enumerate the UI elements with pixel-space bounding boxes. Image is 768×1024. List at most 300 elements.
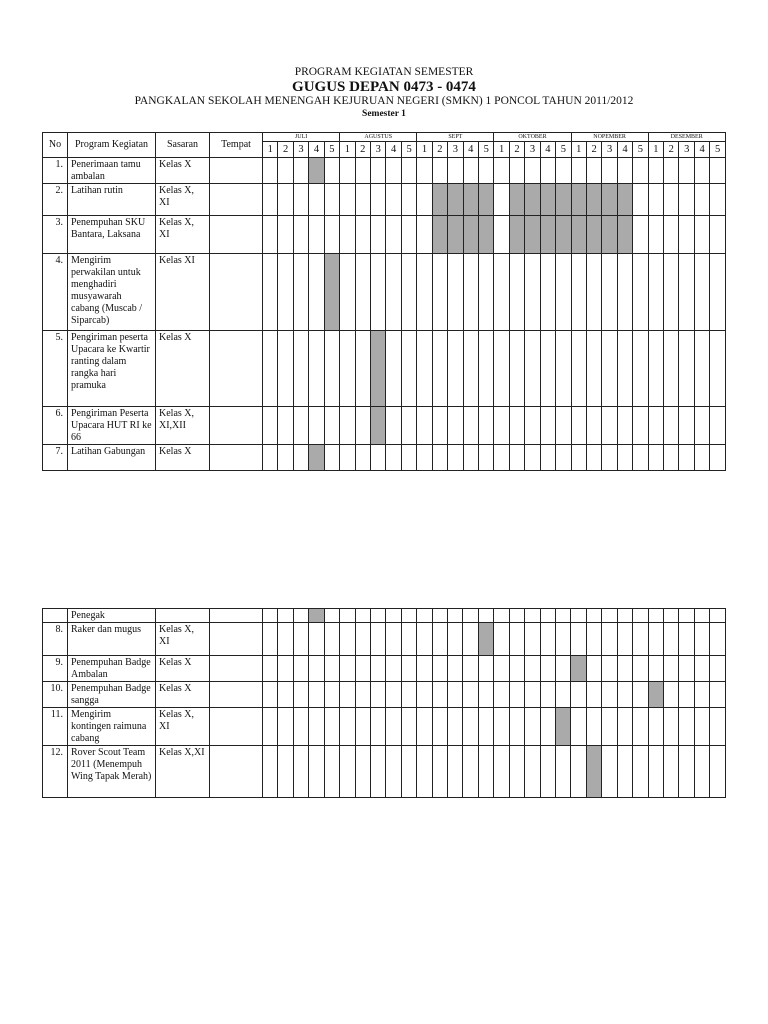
table-row xyxy=(43,746,726,798)
schedule-cell xyxy=(633,708,648,746)
row-no: 7. xyxy=(43,445,68,471)
schedule-cell xyxy=(401,445,416,471)
header-week: 3 xyxy=(525,142,540,158)
schedule-cell xyxy=(370,708,385,746)
schedule-cell xyxy=(448,708,463,746)
schedule-cell xyxy=(494,682,509,708)
table-header xyxy=(43,133,726,158)
schedule-cell xyxy=(694,331,709,407)
schedule-cell xyxy=(324,682,339,708)
schedule-cell-filled xyxy=(463,184,478,216)
schedule-cell xyxy=(694,682,709,708)
schedule-cell xyxy=(694,623,709,656)
schedule-cell xyxy=(309,216,324,254)
header-week: 2 xyxy=(432,142,447,158)
schedule-cell xyxy=(263,682,278,708)
header-month: AGUSTUS xyxy=(340,133,417,142)
document-subtitle: PANGKALAN SEKOLAH MENENGAH KEJURUAN NEGERI (SMKN) 1 PONCOL TAHUN 2011/2012 xyxy=(134,95,634,107)
schedule-cell xyxy=(648,184,663,216)
schedule-cell xyxy=(525,682,540,708)
schedule-cell xyxy=(540,746,555,798)
row-sasaran: Kelas XI xyxy=(156,254,210,331)
schedule-cell xyxy=(571,609,586,623)
schedule-cell xyxy=(679,184,694,216)
schedule-cell xyxy=(617,254,632,331)
schedule-cell xyxy=(478,708,493,746)
row-tempat xyxy=(210,708,263,746)
schedule-cell xyxy=(494,656,509,682)
row-sasaran: Kelas X xyxy=(156,656,210,682)
schedule-cell xyxy=(494,331,509,407)
schedule-cell xyxy=(509,407,524,445)
schedule-cell xyxy=(386,656,401,682)
schedule-cell xyxy=(417,216,432,254)
schedule-cell xyxy=(571,746,586,798)
schedule-cell xyxy=(432,445,447,471)
schedule-cell xyxy=(525,331,540,407)
header-week: 5 xyxy=(324,142,339,158)
schedule-cell xyxy=(309,331,324,407)
schedule-cell xyxy=(371,184,386,216)
schedule-cell xyxy=(370,656,385,682)
schedule-cell xyxy=(694,158,709,184)
schedule-cell xyxy=(432,254,447,331)
schedule-cell xyxy=(525,623,540,656)
schedule-cell xyxy=(263,158,278,184)
schedule-cell xyxy=(463,656,478,682)
schedule-cell xyxy=(494,445,509,471)
schedule-cell xyxy=(355,445,370,471)
row-program: Penempuhan Badge sangga xyxy=(68,682,156,708)
header-week: 4 xyxy=(386,142,401,158)
schedule-cell-filled xyxy=(648,682,663,708)
schedule-cell xyxy=(401,184,416,216)
schedule-cell xyxy=(463,407,478,445)
schedule-cell xyxy=(417,254,432,331)
schedule-cell xyxy=(309,746,324,798)
schedule-cell xyxy=(617,445,632,471)
schedule-cell xyxy=(571,407,586,445)
schedule-cell xyxy=(694,609,709,623)
schedule-cell xyxy=(278,331,293,407)
schedule-cell-filled xyxy=(602,184,617,216)
schedule-cell xyxy=(710,623,725,656)
schedule-cell xyxy=(694,708,709,746)
header-week: 1 xyxy=(417,142,432,158)
schedule-cell xyxy=(278,184,293,216)
schedule-cell xyxy=(663,682,678,708)
schedule-cell xyxy=(556,158,571,184)
schedule-cell-filled xyxy=(478,623,493,656)
schedule-cell xyxy=(540,623,555,656)
semester-label: Semester 1 xyxy=(362,109,406,119)
schedule-cell xyxy=(648,407,663,445)
schedule-cell xyxy=(586,158,601,184)
schedule-cell xyxy=(463,708,478,746)
schedule-cell xyxy=(556,623,571,656)
schedule-cell xyxy=(309,407,324,445)
schedule-cell xyxy=(355,216,370,254)
schedule-cell xyxy=(293,656,308,682)
schedule-cell xyxy=(509,158,524,184)
schedule-cell xyxy=(710,746,725,798)
schedule-cell xyxy=(509,445,524,471)
schedule-cell xyxy=(525,407,540,445)
header-month: DESEMBER xyxy=(648,133,725,142)
schedule-cell-filled xyxy=(309,445,324,471)
schedule-cell xyxy=(463,331,478,407)
schedule-cell xyxy=(417,184,432,216)
schedule-cell xyxy=(278,609,293,623)
schedule-cell xyxy=(571,682,586,708)
schedule-cell xyxy=(324,746,339,798)
schedule-cell xyxy=(633,623,648,656)
schedule-cell xyxy=(293,623,308,656)
header-sasaran: Sasaran xyxy=(156,133,210,158)
header-month: OKTOBER xyxy=(494,133,571,142)
schedule-table-2 xyxy=(42,608,726,798)
schedule-cell xyxy=(263,407,278,445)
schedule-cell-filled xyxy=(540,216,555,254)
schedule-cell xyxy=(664,445,679,471)
schedule-cell xyxy=(278,746,293,798)
schedule-cell xyxy=(324,216,339,254)
schedule-cell xyxy=(602,407,617,445)
schedule-cell-filled xyxy=(571,216,586,254)
schedule-cell xyxy=(478,254,493,331)
row-tempat xyxy=(210,682,263,708)
row-sasaran: Kelas X xyxy=(156,445,210,471)
schedule-cell xyxy=(586,331,601,407)
schedule-cell xyxy=(586,254,601,331)
schedule-cell xyxy=(432,623,447,656)
schedule-cell xyxy=(401,708,416,746)
schedule-cell xyxy=(432,682,447,708)
schedule-cell xyxy=(602,682,617,708)
schedule-cell xyxy=(664,331,679,407)
schedule-cell xyxy=(432,158,447,184)
schedule-cell xyxy=(664,407,679,445)
schedule-cell xyxy=(633,184,648,216)
row-tempat xyxy=(210,445,263,471)
schedule-cell xyxy=(633,682,648,708)
header-week: 1 xyxy=(648,142,663,158)
schedule-cell xyxy=(417,708,432,746)
schedule-cell-filled xyxy=(309,158,324,184)
schedule-cell xyxy=(463,623,478,656)
schedule-cell xyxy=(540,445,555,471)
schedule-cell xyxy=(432,656,447,682)
schedule-cell xyxy=(571,331,586,407)
schedule-cell xyxy=(324,656,339,682)
schedule-cell xyxy=(478,158,493,184)
row-program: Latihan rutin xyxy=(68,184,156,216)
schedule-cell xyxy=(648,254,663,331)
schedule-cell xyxy=(293,445,308,471)
schedule-cell xyxy=(679,216,694,254)
row-program: Mengirim kontingen raimuna cabang xyxy=(68,708,156,746)
schedule-cell xyxy=(694,184,709,216)
schedule-cell xyxy=(417,331,432,407)
schedule-cell xyxy=(679,656,694,682)
schedule-cell xyxy=(710,254,725,331)
schedule-cell xyxy=(340,656,355,682)
schedule-cell xyxy=(370,609,385,623)
row-no: 5. xyxy=(43,331,68,407)
schedule-cell xyxy=(370,746,385,798)
schedule-cell xyxy=(586,682,601,708)
schedule-cell xyxy=(571,623,586,656)
schedule-cell xyxy=(648,656,663,682)
schedule-cell xyxy=(509,254,524,331)
schedule-cell xyxy=(633,445,648,471)
schedule-cell xyxy=(525,746,540,798)
table-row xyxy=(43,656,726,682)
schedule-cell xyxy=(602,331,617,407)
schedule-cell xyxy=(448,623,463,656)
schedule-cell xyxy=(417,623,432,656)
schedule-cell xyxy=(340,445,355,471)
schedule-cell xyxy=(664,254,679,331)
schedule-cell xyxy=(556,331,571,407)
schedule-cell xyxy=(494,216,509,254)
schedule-cell xyxy=(293,746,308,798)
schedule-cell xyxy=(602,445,617,471)
table-body xyxy=(43,158,726,471)
row-program: Raker dan mugus xyxy=(68,623,156,656)
schedule-cell xyxy=(586,445,601,471)
schedule-cell xyxy=(463,445,478,471)
row-no: 1. xyxy=(43,158,68,184)
header-week: 4 xyxy=(694,142,709,158)
schedule-cell xyxy=(617,407,632,445)
schedule-cell xyxy=(556,254,571,331)
schedule-cell xyxy=(371,158,386,184)
schedule-cell xyxy=(617,682,632,708)
schedule-cell xyxy=(432,746,447,798)
header-week: 2 xyxy=(355,142,370,158)
schedule-cell xyxy=(633,158,648,184)
row-sasaran: Kelas X, XI xyxy=(156,708,210,746)
schedule-cell xyxy=(478,746,493,798)
schedule-cell xyxy=(386,682,401,708)
schedule-cell xyxy=(278,407,293,445)
table-row xyxy=(43,216,726,254)
schedule-cell xyxy=(648,158,663,184)
schedule-cell xyxy=(401,682,416,708)
schedule-cell xyxy=(617,746,632,798)
row-tempat xyxy=(210,184,263,216)
row-sasaran: Kelas X xyxy=(156,331,210,407)
table-row xyxy=(43,184,726,216)
schedule-cell xyxy=(417,158,432,184)
schedule-cell xyxy=(478,331,493,407)
row-tempat xyxy=(210,331,263,407)
schedule-cell xyxy=(432,609,447,623)
schedule-cell xyxy=(309,623,324,656)
schedule-cell xyxy=(710,158,725,184)
schedule-cell xyxy=(324,708,339,746)
schedule-cell xyxy=(694,216,709,254)
schedule-cell xyxy=(648,331,663,407)
schedule-cell-filled xyxy=(478,216,493,254)
schedule-cell-filled xyxy=(556,708,571,746)
schedule-cell xyxy=(710,609,725,623)
schedule-cell xyxy=(525,656,540,682)
schedule-cell xyxy=(617,656,632,682)
table-body xyxy=(43,609,726,798)
schedule-cell xyxy=(263,623,278,656)
row-no: 3. xyxy=(43,216,68,254)
schedule-cell xyxy=(694,746,709,798)
schedule-cell xyxy=(293,708,308,746)
schedule-cell xyxy=(556,445,571,471)
schedule-cell xyxy=(694,445,709,471)
header-week: 1 xyxy=(340,142,355,158)
header-week: 3 xyxy=(371,142,386,158)
schedule-cell-filled xyxy=(448,184,463,216)
row-sasaran: Kelas X, XI xyxy=(156,184,210,216)
schedule-cell xyxy=(355,254,370,331)
schedule-cell xyxy=(401,407,416,445)
schedule-cell xyxy=(509,682,524,708)
schedule-cell xyxy=(324,445,339,471)
schedule-cell xyxy=(386,407,401,445)
schedule-cell xyxy=(494,708,509,746)
schedule-cell xyxy=(617,623,632,656)
header-week: 2 xyxy=(586,142,601,158)
row-tempat xyxy=(210,609,263,623)
schedule-cell xyxy=(633,746,648,798)
schedule-cell xyxy=(448,746,463,798)
schedule-cell xyxy=(386,216,401,254)
schedule-cell xyxy=(694,407,709,445)
table-row xyxy=(43,158,726,184)
schedule-cell xyxy=(478,407,493,445)
schedule-cell xyxy=(540,407,555,445)
schedule-cell xyxy=(293,216,308,254)
schedule-cell xyxy=(340,746,355,798)
schedule-cell xyxy=(509,656,524,682)
row-program: Penempuhan SKU Bantara, Laksana xyxy=(68,216,156,254)
schedule-cell xyxy=(663,746,678,798)
schedule-cell xyxy=(355,682,370,708)
schedule-cell xyxy=(432,708,447,746)
row-program: Penerimaan tamu ambalan xyxy=(68,158,156,184)
schedule-cell xyxy=(386,158,401,184)
schedule-cell xyxy=(540,656,555,682)
row-sasaran: Kelas X, XI,XII xyxy=(156,407,210,445)
schedule-cell xyxy=(448,254,463,331)
schedule-cell xyxy=(293,184,308,216)
schedule-cell xyxy=(586,407,601,445)
row-no xyxy=(43,609,68,623)
table-row xyxy=(43,331,726,407)
schedule-cell xyxy=(494,184,509,216)
document-heading: PROGRAM KEGIATAN SEMESTER xyxy=(294,66,474,78)
schedule-cell xyxy=(571,158,586,184)
schedule-cell xyxy=(386,708,401,746)
schedule-cell xyxy=(463,682,478,708)
schedule-cell xyxy=(694,254,709,331)
schedule-cell-filled xyxy=(540,184,555,216)
schedule-cell xyxy=(386,623,401,656)
schedule-cell xyxy=(371,216,386,254)
header-week: 3 xyxy=(602,142,617,158)
schedule-cell xyxy=(401,609,416,623)
row-sasaran: Kelas X xyxy=(156,682,210,708)
schedule-cell xyxy=(648,623,663,656)
schedule-cell-filled xyxy=(509,184,524,216)
schedule-cell xyxy=(586,708,601,746)
schedule-cell xyxy=(509,331,524,407)
schedule-cell xyxy=(340,254,355,331)
row-tempat xyxy=(210,656,263,682)
schedule-cell xyxy=(663,609,678,623)
row-no: 11. xyxy=(43,708,68,746)
schedule-cell xyxy=(648,216,663,254)
schedule-cell xyxy=(432,407,447,445)
schedule-cell xyxy=(370,623,385,656)
header-week: 1 xyxy=(494,142,509,158)
schedule-cell-filled xyxy=(525,184,540,216)
schedule-cell xyxy=(324,184,339,216)
schedule-cell xyxy=(509,609,524,623)
table-row xyxy=(43,708,726,746)
schedule-cell xyxy=(664,184,679,216)
row-program: Mengirim perwakilan untuk menghadiri musyawarah cabang (Muscab / Siparcab) xyxy=(68,254,156,331)
schedule-cell xyxy=(340,609,355,623)
schedule-cell xyxy=(355,407,370,445)
row-tempat xyxy=(210,623,263,656)
schedule-cell xyxy=(679,407,694,445)
table-row xyxy=(43,609,726,623)
schedule-cell xyxy=(602,746,617,798)
schedule-cell-filled xyxy=(571,184,586,216)
schedule-cell xyxy=(278,216,293,254)
header-no: No xyxy=(43,133,68,158)
row-program: Penempuhan Badge Ambalan xyxy=(68,656,156,682)
schedule-cell xyxy=(355,158,370,184)
header-week: 4 xyxy=(617,142,632,158)
schedule-cell xyxy=(417,682,432,708)
schedule-cell xyxy=(494,609,509,623)
schedule-cell xyxy=(633,609,648,623)
header-week: 4 xyxy=(463,142,478,158)
header-week: 3 xyxy=(679,142,694,158)
schedule-cell xyxy=(710,656,725,682)
row-no: 2. xyxy=(43,184,68,216)
schedule-cell-filled xyxy=(324,254,339,331)
schedule-cell xyxy=(278,623,293,656)
schedule-cell xyxy=(617,158,632,184)
header-week: 3 xyxy=(293,142,308,158)
schedule-cell xyxy=(293,254,308,331)
schedule-cell xyxy=(386,609,401,623)
row-tempat xyxy=(210,254,263,331)
schedule-cell xyxy=(556,682,571,708)
schedule-cell xyxy=(340,331,355,407)
schedule-cell xyxy=(340,682,355,708)
schedule-cell xyxy=(679,746,694,798)
schedule-cell xyxy=(556,656,571,682)
schedule-cell xyxy=(525,609,540,623)
schedule-cell xyxy=(602,609,617,623)
table-row xyxy=(43,623,726,656)
schedule-cell xyxy=(602,158,617,184)
schedule-cell xyxy=(679,708,694,746)
schedule-cell xyxy=(478,609,493,623)
